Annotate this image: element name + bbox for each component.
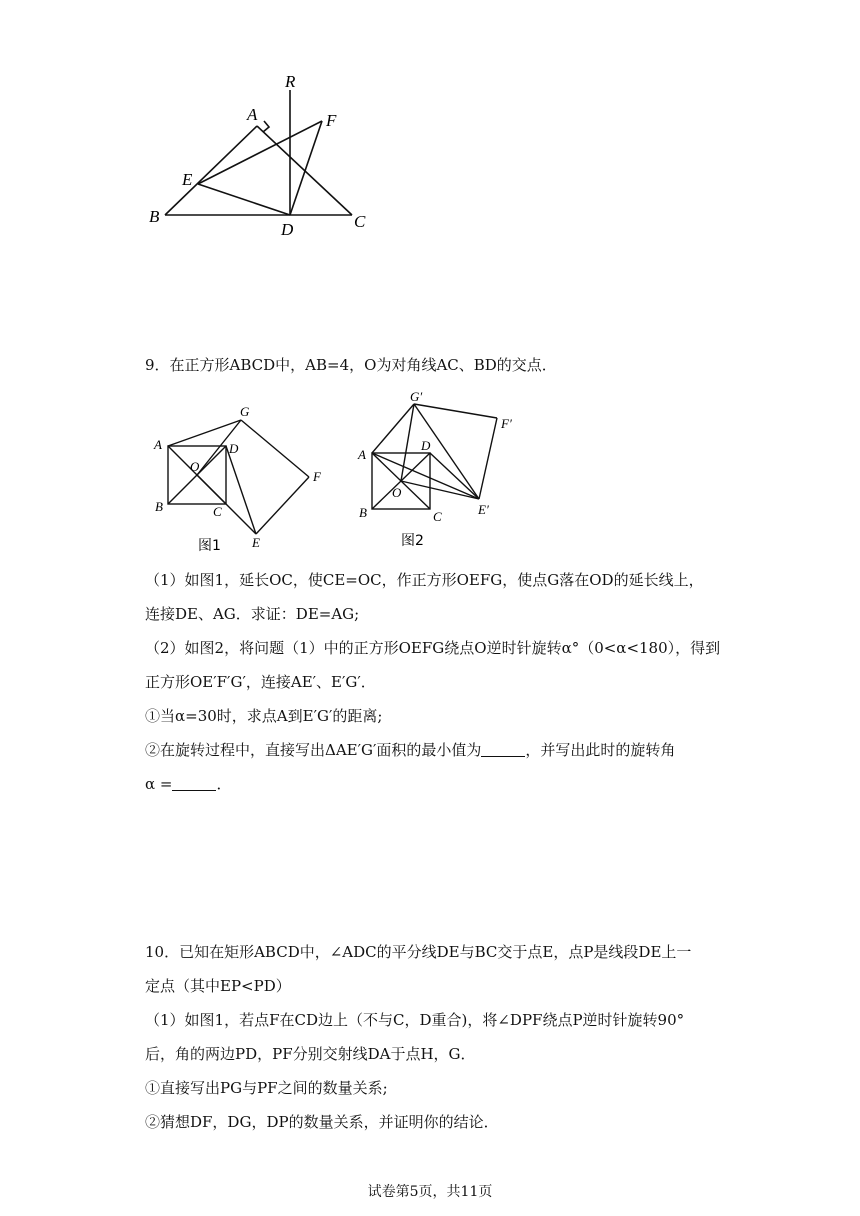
segment-ED bbox=[198, 184, 290, 215]
segment-GF bbox=[241, 420, 309, 477]
label-G: G bbox=[240, 404, 250, 419]
figure-q9-2 bbox=[352, 385, 532, 555]
q9-line-4: 正方形OE′F′G′，连接AE′、E′G′． bbox=[145, 673, 376, 691]
segment-DE-prime bbox=[430, 453, 479, 499]
label-A: A bbox=[154, 437, 162, 452]
label-D: D bbox=[421, 438, 431, 453]
q10-line-2: 定点（其中EP<PD） bbox=[145, 977, 291, 995]
label-E: E bbox=[182, 170, 193, 189]
figure-q8 bbox=[140, 70, 380, 240]
label-B: B bbox=[155, 499, 163, 514]
label-C: C bbox=[213, 504, 222, 519]
q9-line-5: ①当α=30时，求点A到E′G′的距离; bbox=[145, 707, 383, 725]
q9-line-6-part-a: ②在旋转过程中，直接写出ΔAE′G′面积的最小值为 bbox=[145, 741, 482, 759]
label-D: D bbox=[229, 441, 239, 456]
q10-line-3: （1）如图1，若点F在CD边上（不与C，D重合)，将∠DPF绕点P逆时针旋转90° bbox=[145, 1011, 685, 1029]
label-E-prime: E′ bbox=[478, 502, 489, 517]
q9-line-7 bbox=[145, 774, 231, 794]
segment-FE bbox=[256, 477, 309, 534]
q9-line-7-part-b: ． bbox=[216, 775, 232, 793]
label-D: D bbox=[281, 220, 294, 239]
label-F-prime: F′ bbox=[501, 416, 512, 431]
caption-fig2: 图2 bbox=[401, 533, 424, 549]
segment-FE-prime bbox=[479, 418, 497, 499]
label-B: B bbox=[149, 207, 160, 226]
page-footer: 试卷第5页，共11页 bbox=[367, 1184, 493, 1200]
q9-line-7-part-a: α = bbox=[145, 775, 173, 793]
label-O: O bbox=[190, 459, 200, 474]
label-R: R bbox=[285, 72, 296, 91]
label-C: C bbox=[354, 212, 366, 231]
q10-line-6: ②猜想DF，DG，DP的数量关系，并证明你的结论． bbox=[145, 1113, 499, 1131]
q9-line-6-part-b: ，并写出此时的旋转角 bbox=[525, 741, 676, 759]
figure-q9-1 bbox=[148, 398, 338, 558]
label-G-prime: G′ bbox=[410, 389, 423, 404]
label-B: B bbox=[359, 505, 367, 520]
label-O: O bbox=[392, 485, 402, 500]
q10-line-4: 后，角的两边PD，PF分别交射线DA于点H，G． bbox=[145, 1045, 476, 1063]
label-F: F bbox=[326, 111, 337, 130]
right-angle-mark bbox=[263, 121, 269, 132]
caption-fig1: 图1 bbox=[198, 538, 221, 554]
q9-line-6 bbox=[145, 740, 675, 760]
label-A: A bbox=[247, 105, 258, 124]
q9-line-2: 连接DE、AG．求证：DE=AG; bbox=[145, 605, 360, 623]
q10-line-1: 10．已知在矩形ABCD中，∠ADC的平分线DE与BC交于点E，点P是线段DE上一 bbox=[145, 943, 692, 961]
q9-line-1: （1）如图1，延长OC，使CE=OC，作正方形OEFG，使点G落在OD的延长线上， bbox=[145, 571, 704, 589]
label-A: A bbox=[358, 447, 366, 462]
label-E: E bbox=[252, 535, 260, 550]
segment-BA bbox=[165, 126, 257, 215]
q9-stem: 9．在正方形ABCD中，AB=4，O为对角线AC、BD的交点． bbox=[145, 356, 557, 374]
segment-OE-prime bbox=[401, 481, 479, 499]
segment-AG-prime bbox=[372, 404, 414, 453]
label-F: F bbox=[313, 469, 321, 484]
q10-line-5: ①直接写出PG与PF之间的数量关系; bbox=[145, 1079, 388, 1097]
label-C: C bbox=[433, 509, 442, 524]
answer-blank-min-area[interactable] bbox=[481, 742, 525, 757]
answer-blank-rotation-angle[interactable] bbox=[172, 776, 216, 791]
q9-line-3: （2）如图2，将问题（1）中的正方形OEFG绕点O逆时针旋转α°（0<α<180），得到 bbox=[145, 639, 721, 657]
segment-DE bbox=[226, 446, 256, 534]
segment-GF-prime bbox=[414, 404, 497, 418]
